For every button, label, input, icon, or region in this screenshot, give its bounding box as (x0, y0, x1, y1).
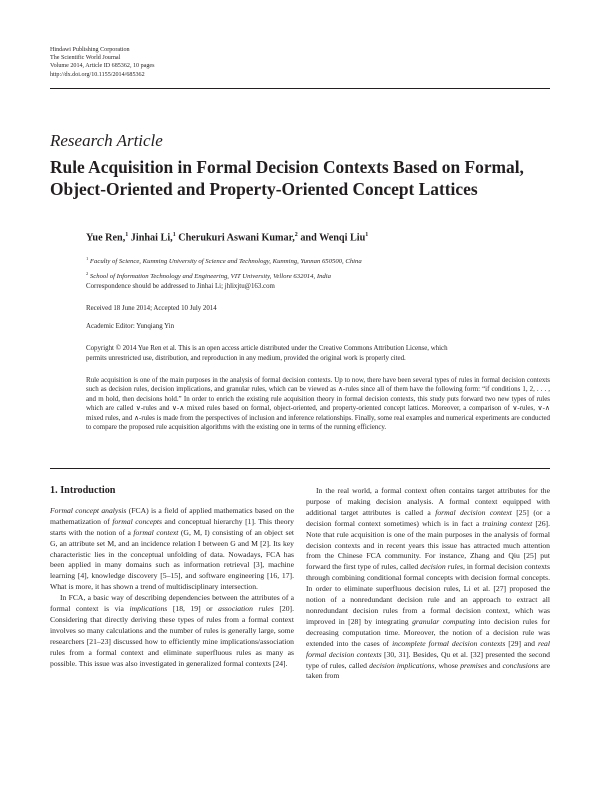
volume-info: Volume 2014, Article ID 685362, 10 pages (50, 63, 155, 70)
text-run: are taken from (306, 660, 550, 681)
emphasis: incomplete formal decision contexts (392, 638, 506, 648)
affiliation-2 (86, 268, 362, 283)
text-run: (FCA) is a field of applied mathematics based on the mathematization of (50, 505, 294, 526)
emphasis: decision rules (420, 562, 463, 572)
text-run: into decision rules for decreasing computation time. Moreover, the notion of a decision rule was extended into the cases of (306, 616, 550, 648)
affiliation-mark: 1 (86, 256, 89, 261)
right-column (306, 486, 550, 682)
emphasis: association rules (218, 604, 274, 614)
affiliations (86, 253, 362, 282)
emphasis: premises (460, 660, 488, 670)
affiliation-mark: 2 (294, 232, 298, 238)
text-run: In the real world, a formal context often contains target attributes for the purpose of making decision analysis. A formal context equipped with additional target attributes is called a (306, 486, 550, 517)
emphasis: decision implications (369, 660, 435, 670)
left-column (50, 486, 294, 670)
text-run: [20]. Considering that directly deriving these types of rules from a formal context involves so many calculations and the number of rules is generally large, some researchers [21–23] discussed how to efficiently mine implications/association rules from a formal context and eliminate superfluous rules as many as possible. This issue was also investigated in generalized formal contexts [24]. (50, 604, 294, 668)
author-name: Jinhai Li, (128, 232, 173, 244)
text-run: [26]. Note that rule acquisition is one of the main purposes in the analysis of formal decision contexts and in recent years this issue has attracted much attention from the Chinese FCA community. For instance, Zhang and Qiu [25] put forward the first type of rules, called (306, 518, 550, 572)
affiliation-mark: 1 (365, 232, 369, 238)
emphasis: formal decision context (435, 507, 512, 517)
header-divider (50, 88, 550, 89)
text-run: and (487, 660, 503, 670)
author-list (86, 232, 368, 243)
emphasis: training context (482, 518, 533, 528)
journal-name: The Scientific World Journal (50, 55, 121, 62)
text-run: [25] (or a decision formal context sometimes) which is in fact a (306, 507, 551, 528)
affiliation-text: School of Information Technology and Engineering, VIT University, Vellore 632014, India (88, 272, 331, 280)
abstract: Rule acquisition is one of the main purposes in the analysis of formal decision contexts. Up to now, there have been several types of rules in formal decision contexts such as decision rules, decision implications, and granular rules, which can be viewed as ∧-rules since all of them have the following form: “if conditions 1, 2, . . . , and m hold, then decisions hold.” In order to enrich the existing rule acquisition theory in formal decision contexts, this study puts forward two new types of rules which are called ∨-rules and ∨-∧ mixed rules based on formal, object-oriented, and property-oriented concept lattices. Moreover, a comparison of ∨-rules, ∨-∧ mixed rules, and ∧-rules is made from the perspectives of inclusion and inference relationships. Finally, some real examples and numerical experiments are conducted to compare the proposed rule acquisition algorithms with the existing one in terms of the running efficiency. (86, 376, 550, 432)
paragraph (50, 593, 294, 669)
copyright-line-2: permits unrestricted use, distribution, and reproduction in any medium, provided the original work is properly cited. (86, 355, 406, 362)
abstract-divider (50, 468, 550, 469)
emphasis: Formal concept analysis (50, 505, 127, 515)
copyright-line-1: Copyright © 2014 Yue Ren et al. This is an open access article distributed under the Creative Commons Attribution License, which (86, 345, 448, 352)
author-name: Cherukuri Aswani Kumar, (175, 232, 295, 244)
emphasis: formal context (133, 527, 179, 537)
title-line-2: Object-Oriented and Property-Oriented Concept Lattices (50, 178, 478, 199)
affiliation-mark: 1 (125, 232, 129, 238)
affiliation-mark: 1 (172, 232, 176, 238)
emphasis: conclusions (502, 660, 539, 670)
title-line-1: Rule Acquisition in Formal Decision Contexts Based on Formal, (50, 157, 524, 177)
text-run: [18, 19] or (167, 604, 219, 614)
affiliation-mark: 2 (86, 270, 89, 276)
author-name: Yue Ren, (86, 232, 126, 244)
journal-header (50, 46, 154, 79)
emphasis: implications (129, 604, 168, 614)
emphasis: real formal decision contexts (306, 638, 550, 659)
text-run: (G, M, I) consisting of an object set G, an attribute set M, and an incidence relation I between G and M [2]. Its key characteristic lies in the conceptual unfolding of data. Nowadays, FCA has been applied in many domains such as information retrieval [3], machine learning [4], knowledge discovery [5–15], and software engineering [16, 17]. What is more, it has shown a trend of multidisciplinary intersection. (50, 527, 294, 592)
emphasis: formal concepts (112, 516, 163, 526)
affiliation-text: Faculty of Science, Kunming University of Science and Technology, Kunming, Yunnan 650500, China (88, 258, 362, 266)
text-run: , whose (434, 660, 461, 670)
article-type: Research Article (50, 131, 163, 150)
publisher-name: Hindawi Publishing Corporation (50, 47, 130, 53)
emphasis: granular computing (412, 616, 475, 626)
author-name: and Wenqi Liu (297, 232, 366, 244)
correspondence: Correspondence should be addressed to Jinhai Li; jhlixjtu@163.com (86, 283, 275, 290)
paper-title (50, 157, 560, 200)
section-heading: 1. Introduction (50, 485, 116, 496)
text-run: [29] and (505, 638, 538, 648)
text-run: In FCA, a basic way of describing dependencies between the attributes of a formal context is via (50, 593, 294, 614)
text-run: [30, 31]. Besides, Qu et al. [32] presented the second type of rules, called (306, 649, 550, 670)
text-run: , in formal decision contexts through combining conditional formal concepts with decision formal concepts. In order to eliminate superfluous decision rules, Li et al. [27] proposed the notion of a nonredundant decision rule and an approach to extract all nonredundant decision rules from a formal decision context, which was improved in [28] by integrating (306, 562, 550, 626)
text-run: and conceptual hierarchy [1]. This theory starts with the notion of a (50, 516, 294, 537)
academic-editor: Academic Editor: Yunqiang Yin (86, 323, 175, 330)
affiliation-1 (86, 253, 362, 268)
paragraph (306, 486, 550, 682)
paragraph (50, 506, 294, 593)
doi-link[interactable]: http://dx.doi.org/10.1155/2014/685362 (50, 71, 145, 78)
received-dates: Received 18 June 2014; Accepted 10 July 2014 (86, 305, 217, 312)
